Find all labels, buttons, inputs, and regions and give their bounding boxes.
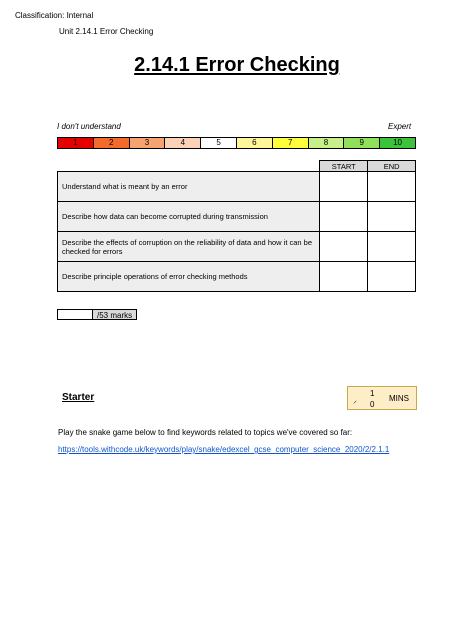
snake-game-link[interactable]: https://tools.withcode.uk/keywords/play/snake/edexcel_gcse_computer_science_2020/2/2.1.1 [58,445,390,454]
timer-digit-1: 1 [370,389,375,398]
scale-right-label: Expert [388,122,412,131]
scale-level-7[interactable]: 7 [273,138,309,148]
end-box[interactable] [368,172,416,202]
objective-text: Describe how data can become corrupted during transmission [58,202,320,232]
timer-tick: ⸝ [353,396,357,405]
objective-row [58,262,416,292]
objective-text: Describe principle operations of error checking methods [58,262,320,292]
starter-instruction: Play the snake game below to find keywords related to topics we've covered so far: [58,428,353,437]
objective-row [58,172,416,202]
timer-box [347,386,417,410]
marks-score-field[interactable] [57,309,93,320]
scale-level-4[interactable]: 4 [165,138,201,148]
starter-heading: Starter [62,392,95,403]
scale-level-10[interactable]: 10 [380,138,415,148]
objectives-table [57,160,416,292]
start-box[interactable] [320,172,368,202]
start-box[interactable] [320,202,368,232]
start-header: START [320,161,368,172]
marks-box [57,309,137,320]
unit-label: Unit 2.14.1 Error Checking [59,27,154,36]
objective-row [58,202,416,232]
start-box[interactable] [320,232,368,262]
timer-unit: MINS [389,394,409,403]
objective-row [58,232,416,262]
page-title: 2.14.1 Error Checking [134,54,340,76]
scale-level-9[interactable]: 9 [344,138,380,148]
scale-level-5[interactable]: 5 [201,138,237,148]
objective-text: Describe the effects of corruption on the reliability of data and how it can be checked for errors [58,232,320,262]
scale-left-label: I don't understand [57,122,121,131]
scale-level-3[interactable]: 3 [130,138,166,148]
objective-text: Understand what is meant by an error [58,172,320,202]
end-box[interactable] [368,202,416,232]
end-header: END [368,161,416,172]
classification-label: Classification: Internal [15,11,94,20]
scale-level-6[interactable]: 6 [237,138,273,148]
scale-level-1[interactable]: 1 [58,138,94,148]
confidence-scale [57,137,416,149]
end-box[interactable] [368,262,416,292]
marks-label: /53 marks [93,309,137,320]
scale-level-2[interactable]: 2 [94,138,130,148]
header-blank [58,161,320,172]
timer-digit-2: 0 [370,400,375,409]
start-box[interactable] [320,262,368,292]
scale-level-8[interactable]: 8 [309,138,345,148]
end-box[interactable] [368,232,416,262]
